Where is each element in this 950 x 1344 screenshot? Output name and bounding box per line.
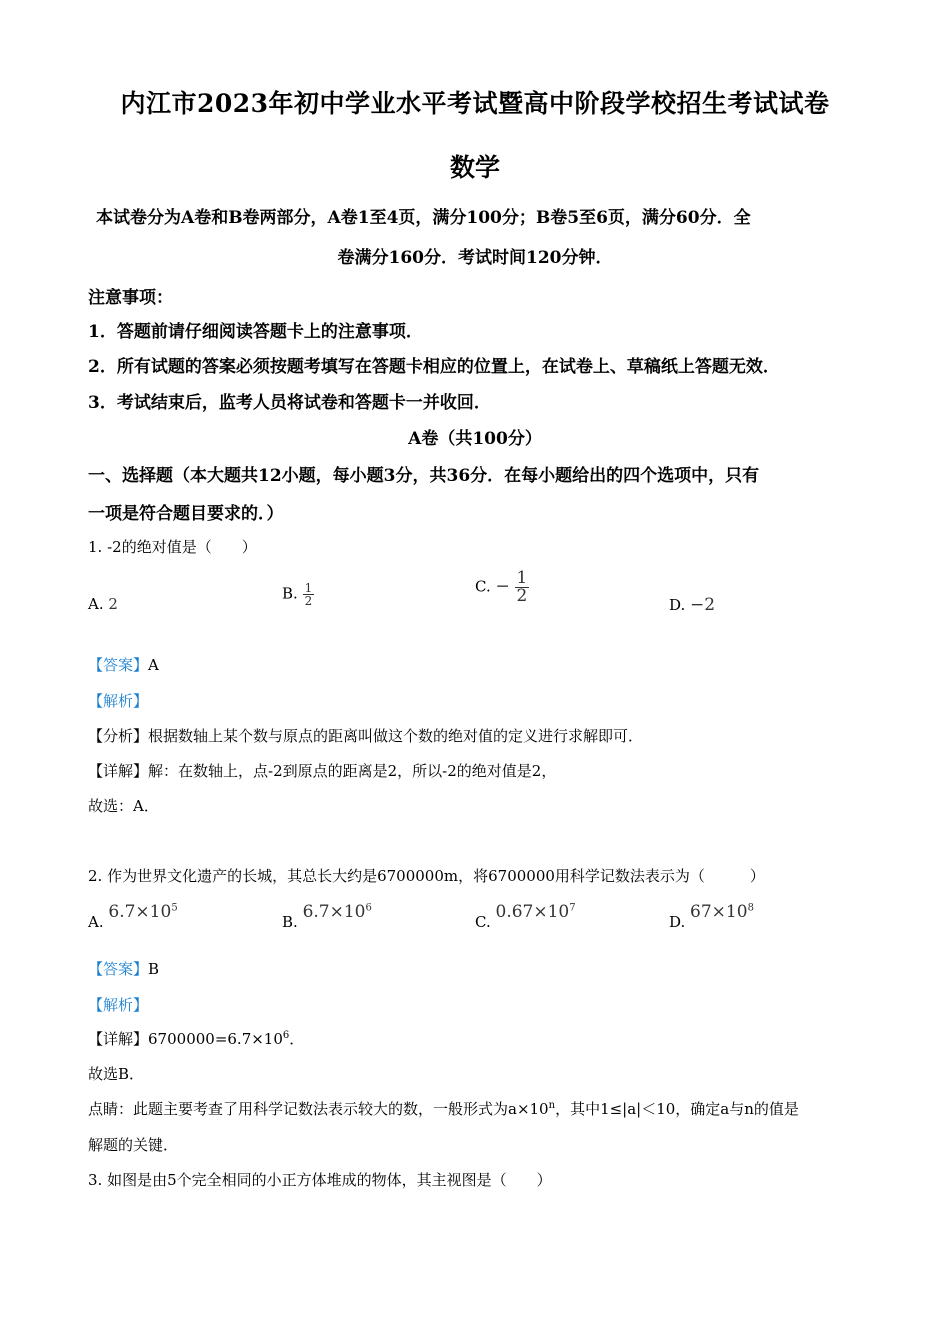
option-label: B. [282,913,298,931]
detail-base: 6700000=6.7×10 [148,1030,283,1048]
fenxi-text: 根据数轴上某个数与原点的距离叫做这个数的绝对值的定义进行求解即可． [148,727,644,745]
detail-tag: 【详解】 [88,762,149,780]
option-label: A. [88,913,104,931]
intro-line-1: 本试卷分为A卷和B卷两部分，A卷1至4页，满分100分；B卷5至6页，满分60分．全 [96,208,751,228]
notice-item: 2．所有试题的答案必须按题考填写在答题卡相应的位置上，在试卷上、草稿纸上答题无效． [88,357,780,377]
option-label: C. [475,913,491,931]
option-label: D. [669,596,686,614]
numerator: 1 [304,581,313,595]
q1-option-d [669,595,715,615]
numerator: 1 [516,568,528,588]
option-label: B. [282,584,298,603]
q1-detail [88,760,556,781]
option-value: 2 [108,595,118,613]
q1-choose: 故选：A． [88,797,159,815]
fenxi-tag: 【分析】 [88,727,149,745]
option-value: $6.7\times 10^5$ [108,902,178,922]
q2-option-b [282,902,372,931]
comment-pre: 点睛：此题主要考查了用科学记数法表示较大的数，一般形式为a×10 [88,1100,549,1118]
notice-title: 注意事项： [88,288,173,308]
subject-title: 数学 [449,153,500,182]
exam-title: 内江市2023年初中学业水平考试暨高中阶段学校招生考试试卷 [120,89,830,118]
comment-post: ，其中1≤|a|＜10，确定a与n的值是 [555,1100,799,1118]
comment-exp: n [548,1100,556,1111]
detail-exp: 6 [282,1030,290,1041]
q1-fenxi [88,725,643,746]
analysis-tag: 【解析】 [88,692,149,710]
q2-option-d [669,902,754,931]
q2-option-a [88,902,178,931]
q2-choose: 故选B． [88,1065,145,1083]
notice-item: 3．考试结束后，监考人员将试卷和答题卡一并收回． [88,393,491,413]
q2-stem: 2. 作为世界文化遗产的长城，其总长大约是6700000m，将6700000用科学记数法表示为（ ） [88,867,765,885]
q2-answer [88,958,159,979]
q1-answer [88,654,159,675]
answer-value: B [148,960,160,978]
fraction [515,570,530,605]
answer-tag: 【答案】 [88,656,149,674]
option-label: D. [669,913,686,931]
detail-tag: 【详解】 [88,1030,149,1048]
q1-option-a [88,595,118,613]
detail-end: ． [289,1030,305,1048]
denominator: 2 [516,586,528,606]
option-value: $67\times 10^8$ [690,902,754,922]
q1-option-c [475,570,529,605]
detail-text: 解：在数轴上，点-2到原点的距离是2，所以-2的绝对值是2， [148,762,557,780]
q2-analysis-tag [88,994,148,1015]
q2-option-c [475,902,576,931]
analysis-tag: 【解析】 [88,996,149,1014]
fraction [303,582,315,607]
option-label: A. [88,595,104,613]
answer-value: A [148,656,159,674]
notice-item: 1．答题前请仔细阅读答题卡上的注意事项． [88,322,423,342]
q1-stem: 1. -2的绝对值是（ ） [88,538,257,556]
denominator: 2 [304,594,313,608]
part1-heading-line-2: 一项是符合题目要求的．） [88,504,284,524]
q1-analysis-tag [88,690,148,711]
intro-line-2: 卷满分160分．考试时间120分钟． [337,248,613,268]
q1-option-b [282,582,314,607]
q2-detail [88,1028,304,1049]
section-a-title: A卷（共100分） [408,429,542,449]
option-value: $6.7\times 10^6$ [302,902,372,922]
q3-stem: 3. 如图是由5个完全相同的小正方体堆成的物体，其主视图是（ ） [88,1171,552,1189]
option-value: −2 [690,595,716,615]
q2-comment-line-2: 解题的关键． [88,1136,179,1154]
option-label: C. [475,577,491,596]
part1-heading-line-1: 一、选择题（本大题共12小题，每小题3分，共36分．在每小题给出的四个选项中，只有 [88,466,760,486]
q2-comment [88,1098,799,1119]
minus-sign: − [495,576,510,597]
answer-tag: 【答案】 [88,960,149,978]
option-value: $0.67\times 10^7$ [495,902,576,922]
